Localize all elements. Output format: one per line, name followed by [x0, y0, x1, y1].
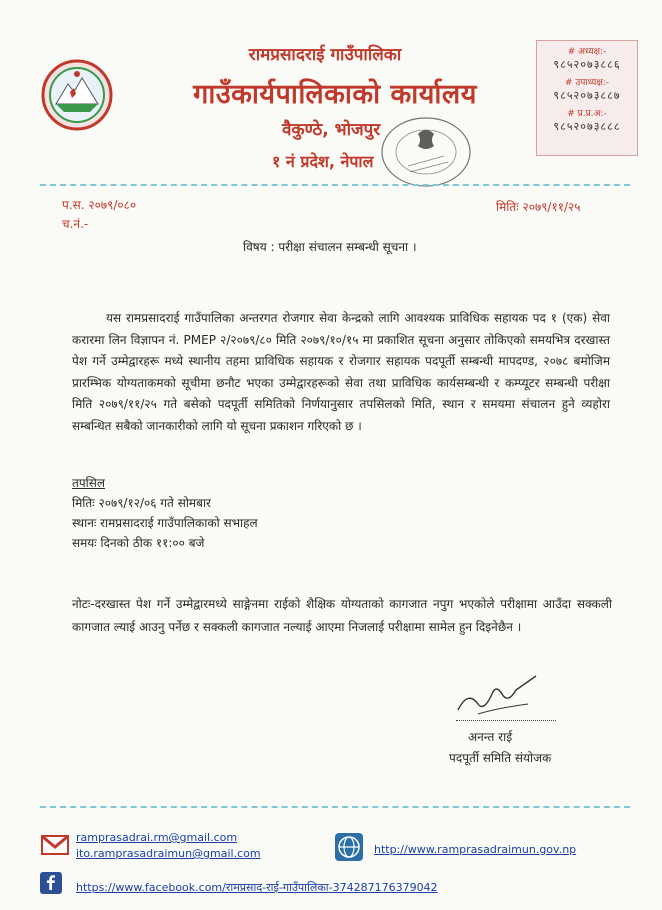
facebook-icon [40, 872, 62, 894]
schedule-time: समयः दिनको ठीक ११:०० बजे [72, 536, 205, 550]
phone-number: ९८५२०७३८८७ [553, 89, 621, 102]
letter-subject: विषय : परीक्षा संचालन सम्बन्धी सूचना । [243, 240, 417, 254]
phone-number: ९८५२०७३८८८ [553, 120, 621, 133]
signatory-name: अनन्त राई [468, 730, 513, 744]
facebook-link[interactable]: https://www.facebook.com/रामप्रसाद-राई-गाउँपालिका-374287176379042 [76, 881, 438, 894]
signatory-role: पदपूर्ती समिति संयोजक [449, 751, 552, 765]
dispatch-number: च.नं.- [62, 217, 89, 231]
website-link[interactable]: http://www.ramprasadraimun.gov.np [374, 843, 577, 856]
schedule-place: स्थानः रामप्रसादराई गाउँपालिकाको सभाहल [72, 516, 258, 530]
letter-date: मितिः २०७९/११/२५ [496, 200, 581, 214]
office-province: १ नं प्रदेश, नेपाल [272, 152, 374, 171]
office-stamp-icon [378, 112, 478, 192]
phone-label: # अध्यक्ष:- [567, 47, 607, 57]
letter-note: नोटः-दरखास्त पेश गर्ने उम्मेद्वारमध्ये साङ्गेनमा राईको शैक्षिक योग्यताको कागजात नपुग भएकोले परीक्षामा आउँदा सक्कली कागजात ल्याई आउनु पर्नेछ र सक्कली कागजात नल्याई आएमा निजलाई परीक्षामा सामेल हुन दिइनेछैन । [72, 597, 612, 634]
letter-body: यस रामप्रसादराई गाउँपालिका अन्तरगत रोजगार सेवा केन्द्रको लागि आवश्यक प्राविधिक सहायक पद १ (एक) सेवा करारमा लिन विज्ञापन नं. PMEP २/२०७९/८० मिति २०७९/१०/१५ मा प्रकाशित सूचना अनुसार तोकिएको समयभित्र दरखास्त पेश गर्ने उम्मेद्वारहरू मध्ये स्थानीय तहमा प्राविधिक सहायक र रोजगार सहायक पदपूर्ती सम्बन्धी मापदण्ड, २०७८ बमोजिम प्रारम्भिक योग्यताकमको सूचीमा छनौट भएका उम्मेद्वारहरूको सेवा तथा प्राविधिक कार्यसम्बन्धी र कम्प्यूटर सम्बन्धी परीक्षा मिति २०७९/११/२५ गते बसेको पदपूर्ती समितिको निर्णयानुसार तपसिलको मिति, स्थान र समयमा संचालन हुने व्यहोरा सम्बन्धित सबैको जानकारीको लागि यो सूचना प्रकाशन गरिएको छ । [72, 311, 610, 433]
office-place: वैकुण्ठे, भोजपुर [282, 120, 381, 140]
email-link-it[interactable]: ito.ramprasadraimun@gmail.com [76, 847, 261, 860]
signature-line [456, 720, 556, 721]
reference-number: प.स. २०७९/०८० [62, 198, 137, 212]
signature-icon [448, 674, 558, 722]
nepal-emblem-icon [40, 58, 114, 132]
office-name: गाउँकार्यपालिकाको कार्यालय [193, 79, 477, 110]
phone-label: # प्र.प्र.अ:- [567, 109, 607, 119]
header-divider [40, 184, 630, 186]
phone-label: # उपाध्यक्ष:- [564, 78, 610, 88]
phone-contacts-box [536, 40, 638, 156]
globe-icon [334, 832, 364, 862]
schedule-title: तपसिल [72, 476, 106, 490]
schedule-date: मितिः २०७९/१२/०६ गते सोमबार [72, 496, 211, 510]
phone-number: ९८५२०७३८८६ [553, 58, 621, 71]
municipality-name: रामप्रसादराई गाउँपालिका [248, 45, 402, 65]
footer-divider [40, 806, 630, 808]
gmail-icon [40, 830, 70, 860]
email-link-primary[interactable]: ramprasadrai.rm@gmail.com [76, 831, 238, 844]
